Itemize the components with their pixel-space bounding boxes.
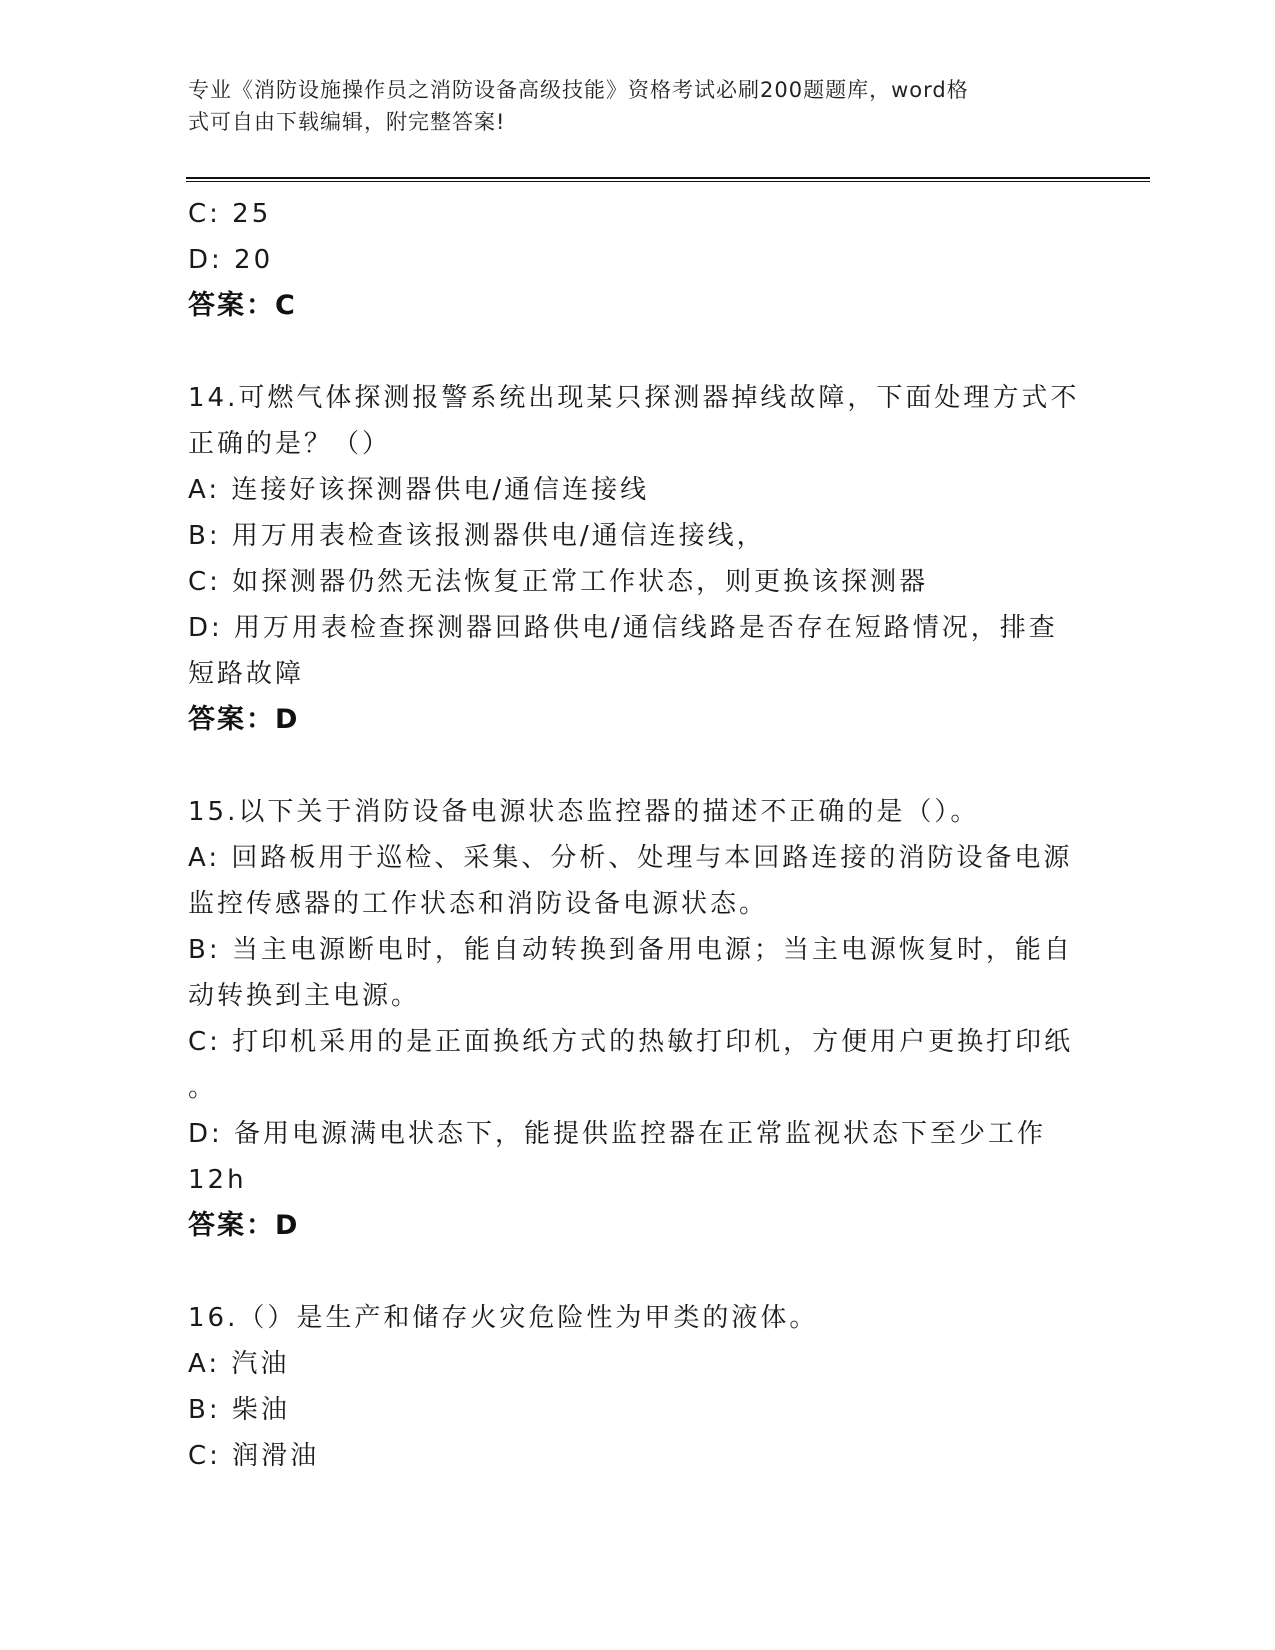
question-16 <box>188 1295 1088 1479</box>
answer-line: 答案：D <box>188 1210 300 1241</box>
header-divider-thick <box>186 177 1150 179</box>
answer-line: 答案：C <box>188 290 297 321</box>
option-d-line-2: 12h <box>188 1165 247 1195</box>
spacer <box>188 743 1088 789</box>
option-a-line-2: 监控传感器的工作状态和消防设备电源状态。 <box>188 889 769 919</box>
option-c: C: 25 <box>188 199 272 229</box>
option-a-line-1: A: 回路板用于巡检、采集、分析、处理与本回路连接的消防设备电源 <box>188 843 1073 873</box>
question-14 <box>188 375 1088 743</box>
question-stem: 16.（）是生产和储存火灾危险性为甲类的液体。 <box>188 1303 819 1333</box>
option-a: A: 连接好该探测器供电/通信连接线 <box>188 475 650 505</box>
header-line-1: 专业《消防设施操作员之消防设备高级技能》资格考试必刷200题题库，word格 <box>188 78 969 102</box>
spacer <box>188 1249 1088 1295</box>
document-body <box>188 191 1088 1479</box>
document-header <box>188 74 1068 138</box>
option-b: B: 柴油 <box>188 1395 290 1425</box>
question-stem: 15.以下关于消防设备电源状态监控器的描述不正确的是（）。 <box>188 797 980 827</box>
option-d-line-1: D: 用万用表检查探测器回路供电/通信线路是否存在短路情况，排查 <box>188 613 1058 643</box>
question-13-tail <box>188 191 1088 329</box>
option-b-line-1: B: 当主电源断电时，能自动转换到备用电源；当主电源恢复时，能自 <box>188 935 1073 965</box>
option-c: C: 如探测器仍然无法恢复正常工作状态，则更换该探测器 <box>188 567 929 597</box>
option-a: A: 汽油 <box>188 1349 290 1379</box>
option-b-line-2: 动转换到主电源。 <box>188 981 421 1011</box>
answer-line: 答案：D <box>188 704 300 735</box>
spacer <box>188 329 1088 375</box>
option-c-line-2: 。 <box>188 1073 218 1103</box>
header-divider-thin <box>186 181 1150 182</box>
option-c-line-1: C: 打印机采用的是正面换纸方式的热敏打印机，方便用户更换打印纸 <box>188 1027 1074 1057</box>
option-c: C: 润滑油 <box>188 1441 320 1471</box>
option-d-line-2: 短路故障 <box>188 659 305 689</box>
option-d: D: 20 <box>188 245 274 275</box>
question-stem-line-2: 正确的是？（） <box>188 429 392 459</box>
header-line-2: 式可自由下载编辑，附完整答案! <box>188 110 506 134</box>
question-stem-line-1: 14.可燃气体探测报警系统出现某只探测器掉线故障，下面处理方式不 <box>188 383 1080 413</box>
option-d-line-1: D: 备用电源满电状态下，能提供监控器在正常监视状态下至少工作 <box>188 1119 1047 1149</box>
question-15 <box>188 789 1088 1249</box>
option-b: B: 用万用表检查该报测器供电/通信连接线， <box>188 521 766 551</box>
